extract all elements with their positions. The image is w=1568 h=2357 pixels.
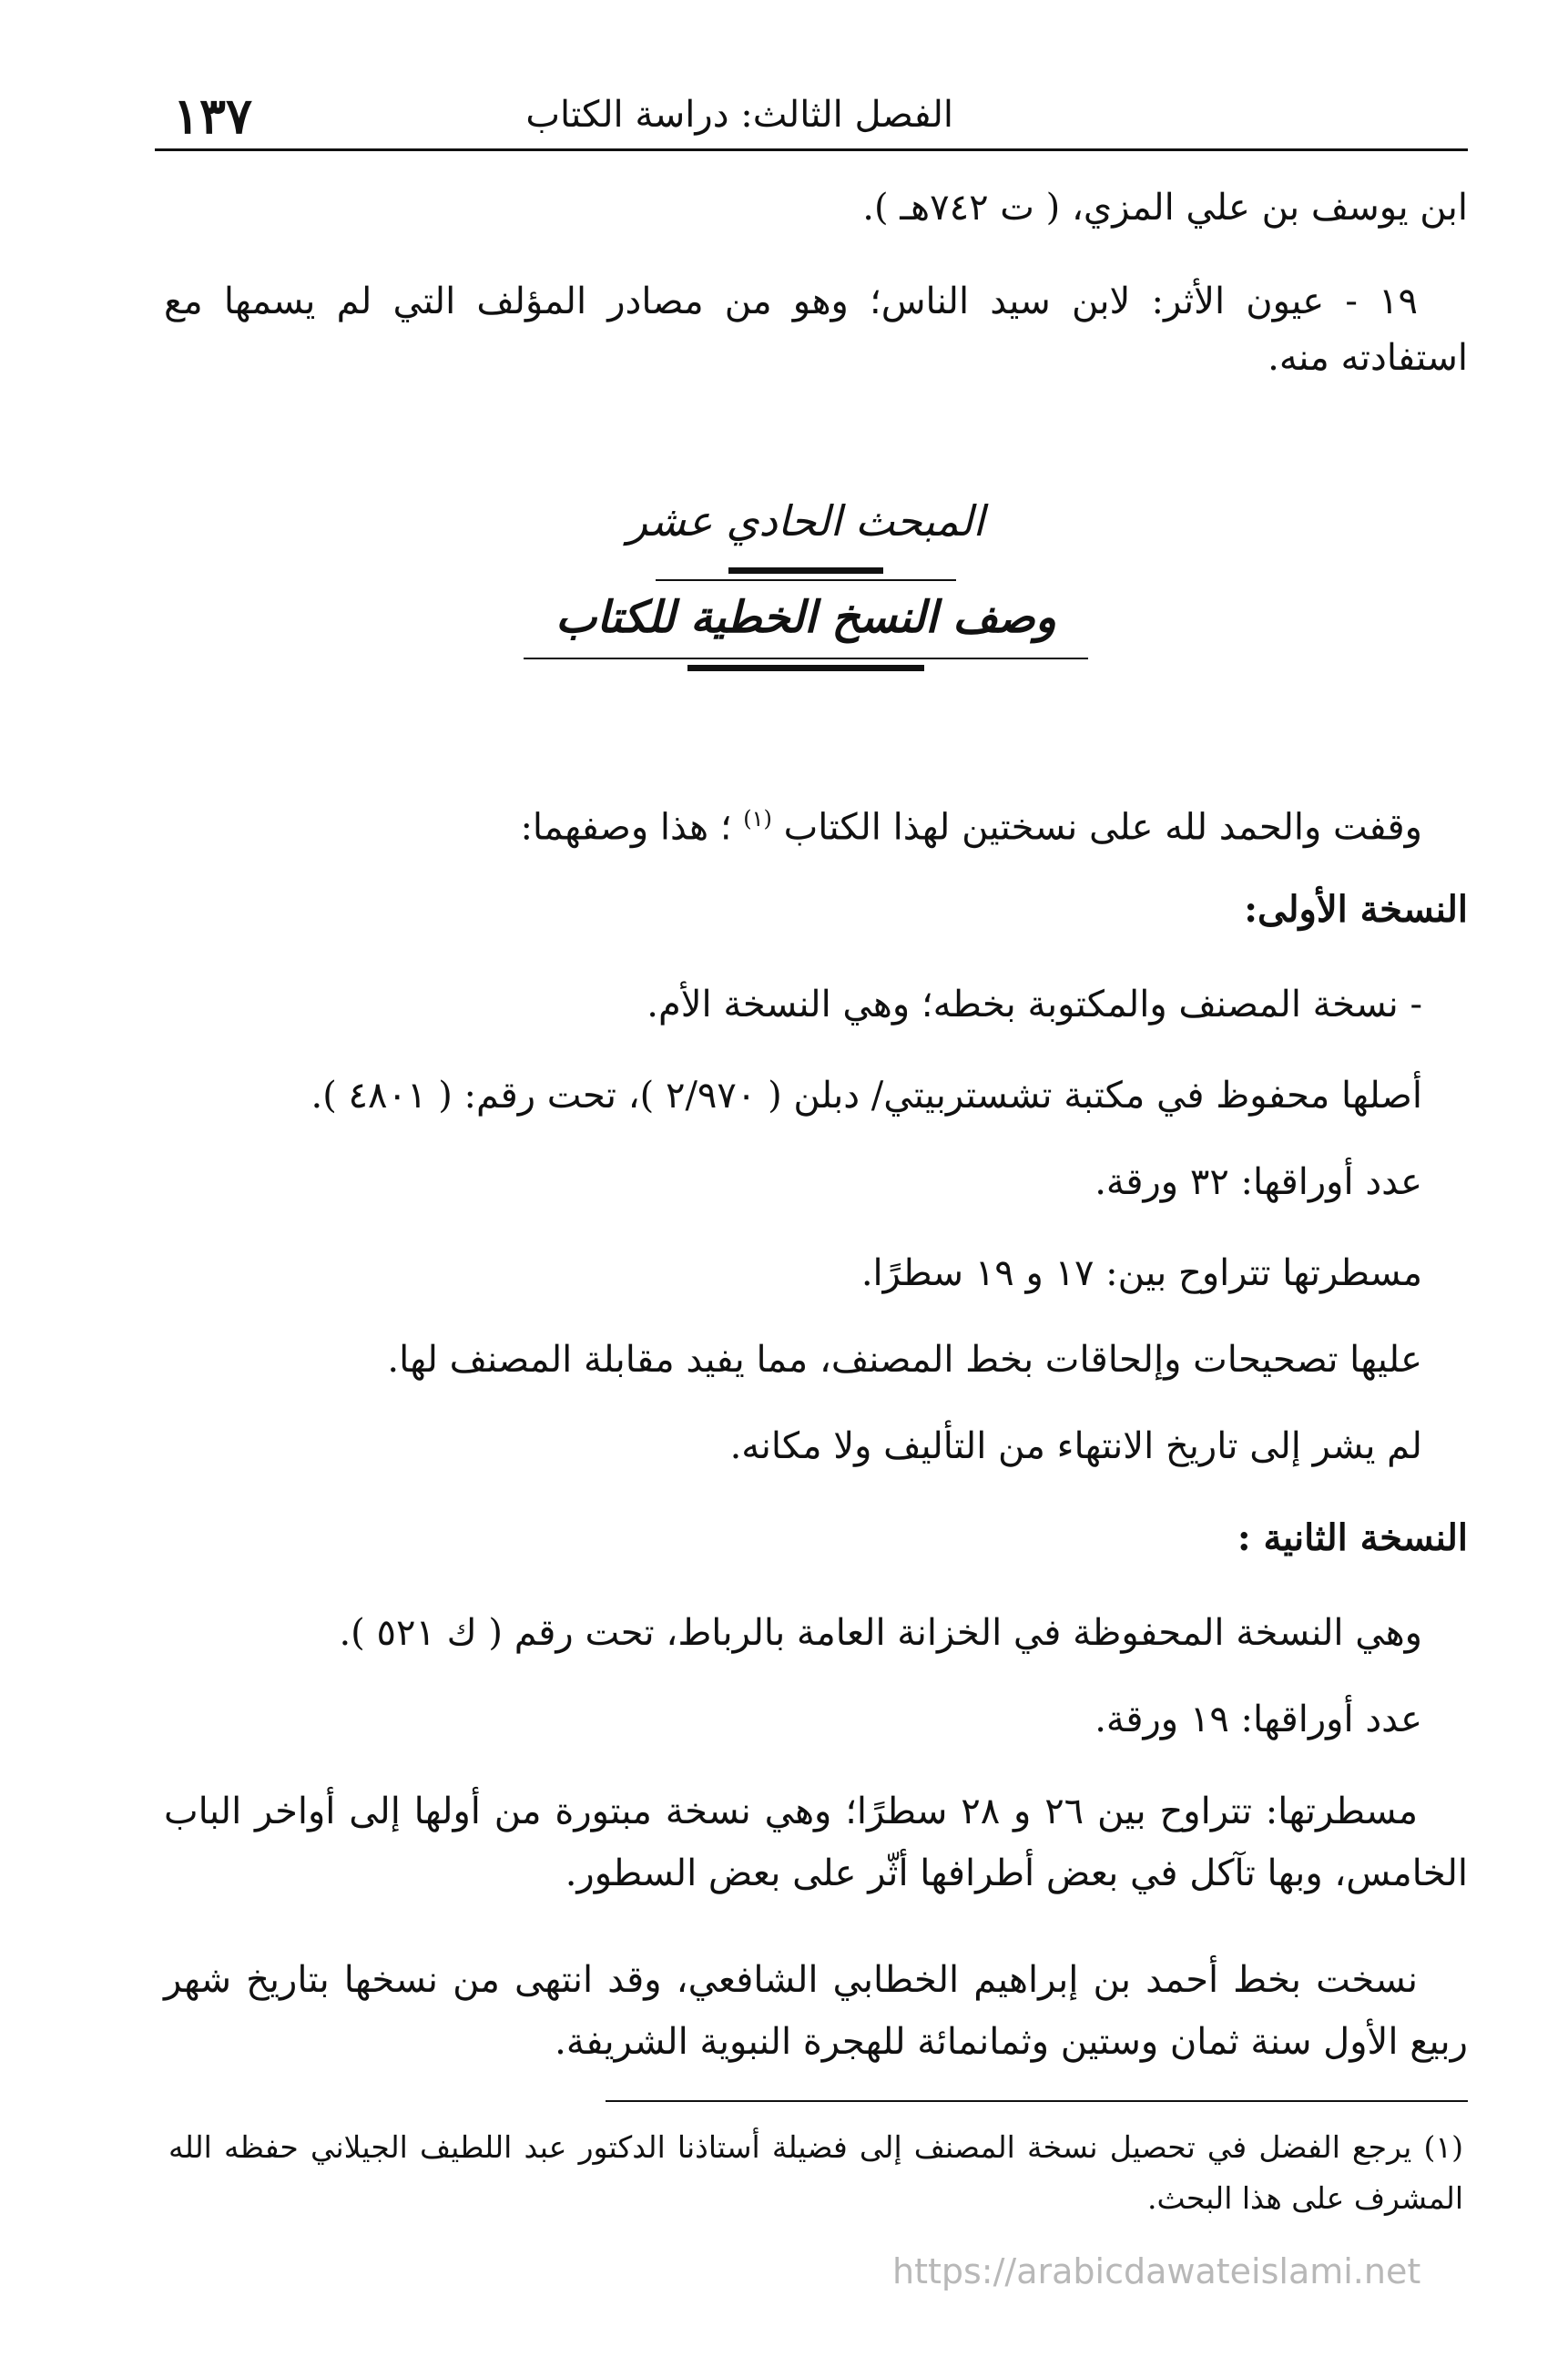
header-rule [155,148,1468,151]
intro-sentence-text: وقفت والحمد لله على نسختين لهذا الكتاب [783,806,1422,849]
running-head [155,87,1436,150]
copy1-line: عليها تصحيحات وإلحاقات بخط المصنف، مما يفيد مقابلة المصنف لها. [387,1339,1422,1381]
copy2-line: وهي النسخة المحفوظة في الخزانة العامة بالرباط، تحت رقم ( ك ٥٢١ ). [339,1612,1422,1654]
copy1-line: - نسخة المصنف والمكتوبة بخطه؛ وهي النسخة الأم. [647,984,1422,1025]
ornament-rule-thick [728,567,883,574]
section-number-title: المبحث الحادي عشر [626,496,985,546]
copy2-heading: النسخة الثانية : [1237,1516,1468,1559]
copy2-line: عدد أوراقها: ١٩ ورقة. [1095,1699,1422,1740]
copy1-line: لم يشر إلى تاريخ الانتهاء من التأليف ولا مكانه. [729,1425,1422,1467]
copy1-heading: النسخة الأولى: [1244,888,1468,931]
source-item-19: ١٩ - عيون الأثر: لابن سيد الناس؛ وهو من مصادر المؤلف التي لم يسمها مع استفادته منه. [164,281,1468,379]
copy1-line: مسطرتها تتراوح بين: ١٧ و ١٩ سطرًا. [860,1252,1422,1294]
watermark-url: https://arabicdawateislami.net [892,2251,1421,2291]
chapter-title: الفصل الثالث: دراسة الكتاب [525,94,953,136]
copy1-line: عدد أوراقها: ٣٢ ورقة. [1095,1161,1422,1203]
copy2-condition: مسطرتها: تتراوح بين ٢٦ و ٢٨ سطرًا؛ وهي نسخة مبتورة من أولها إلى أواخر الباب الخامس، وبها تآكل في بعض أطرافها أثّر على بعض السطور. [164,1791,1468,1894]
intro-sentence [520,806,1422,848]
section-title: وصف النسخ الخطية للكتاب [555,592,1056,643]
title-rule-thin [524,658,1088,659]
section-heading [510,496,1102,671]
footnote-separator [606,2100,1468,2102]
copy2-copyist: نسخت بخط أحمد بن إبراهيم الخطابي الشافعي، وقد انتهى من نسخها بتاريخ شهر ربيع الأول سنة ثمان وستين وثمانمائة للهجرة النبوية الشريفة. [164,1959,1468,2063]
footnote: (١) يرجع الفضل في تحصيل نسخة المصنف إلى فضيلة أستاذنا الدكتور عبد اللطيف الجيلاني حفظه الله المشرف على هذا البحث. [168,2129,1463,2216]
intro-sentence-end: ؛ هذا وصفهما: [520,806,732,849]
title-rule-thick [687,665,924,671]
page-number: ١٣٧ [173,87,253,145]
footnote-marker: (١) [743,806,772,832]
ornament-rule-thin [656,579,956,581]
intro-line: ابن يوسف بن علي المزي، ( ت ٧٤٢هـ ). [862,187,1468,229]
copy1-line: أصلها محفوظ في مكتبة تشستربيتي/ دبلن ( ٢/٩٧٠ )، تحت رقم: ( ٤٨٠١ ). [311,1075,1422,1117]
